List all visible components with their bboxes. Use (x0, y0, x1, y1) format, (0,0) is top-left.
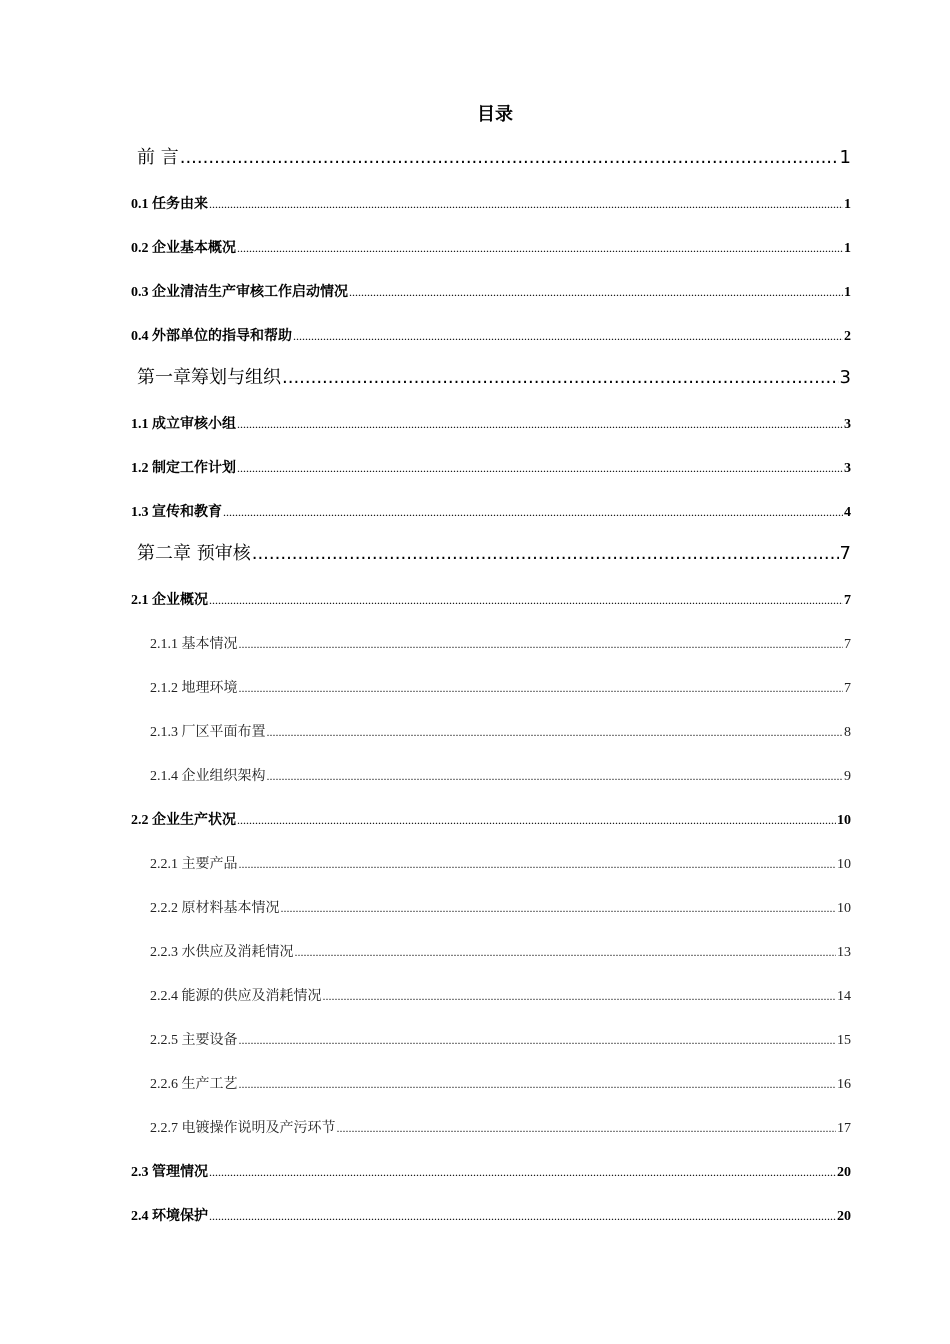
toc-entry-label: 2.2.3 水供应及消耗情况 (150, 945, 294, 960)
toc-entry-label: 2.2 企业生产状况 (131, 813, 236, 828)
toc-leader-dots (239, 633, 844, 655)
toc-entry-label: 2.1.3 厂区平面布置 (150, 725, 266, 740)
toc-entry-page-number: 7 (844, 637, 851, 652)
toc-title: 目录 (477, 104, 513, 125)
toc-leader-dots (293, 325, 843, 347)
toc-entry-page-number: 1 (844, 241, 851, 256)
toc-entry-section[interactable] (131, 325, 851, 347)
toc-entry-page-number: 2 (844, 329, 851, 344)
toc-entry-label: 0.1 任务由来 (131, 197, 208, 212)
toc-entry-label: 2.2.5 主要设备 (150, 1033, 238, 1048)
toc-entry-page-number: 1 (844, 197, 851, 212)
toc-entry-page-number: 3 (844, 417, 851, 432)
toc-leader-dots (209, 193, 843, 215)
toc-entry-page-number: 8 (844, 725, 851, 740)
toc-entry-page-number: 20 (837, 1209, 851, 1224)
toc-entry-page-number: 9 (844, 769, 851, 784)
toc-entry-sub[interactable] (150, 853, 851, 875)
toc-entry-label: 2.2.6 生产工艺 (150, 1077, 238, 1092)
toc-entry-section[interactable] (131, 589, 851, 611)
toc-leader-dots (239, 853, 837, 875)
toc-entry-sub[interactable] (150, 897, 851, 919)
toc-entry-sub[interactable] (150, 1029, 851, 1051)
toc-entry-sub[interactable] (150, 765, 851, 787)
toc-leader-dots (239, 1073, 837, 1095)
toc-entry-label: 0.2 企业基本概况 (131, 241, 236, 256)
toc-entry-page-number: 13 (837, 945, 851, 960)
toc-entry-page-number: 10 (837, 857, 851, 872)
toc-entry-label: 2.2.4 能源的供应及消耗情况 (150, 989, 322, 1004)
toc-leader-dots (223, 501, 843, 523)
toc-entry-section[interactable] (131, 457, 851, 479)
toc-entry-page-number: 10 (837, 813, 851, 828)
toc-leader-dots (267, 721, 844, 743)
toc-leader-dots (209, 1205, 836, 1227)
toc-leader-dots (237, 809, 836, 831)
toc-entry-sub[interactable] (150, 677, 851, 699)
toc-leader-dots (267, 765, 844, 787)
toc-leader-dots (237, 457, 843, 479)
toc-entry-label: 1.1 成立审核小组 (131, 417, 236, 432)
toc-entry-page-number: 7 (844, 593, 851, 608)
toc-entry-label: 2.1 企业概况 (131, 593, 208, 608)
toc-leader-dots (295, 941, 837, 963)
toc-entry-section[interactable] (131, 413, 851, 435)
toc-entry-label: 0.3 企业清洁生产审核工作启动情况 (131, 285, 348, 300)
toc-entry-section[interactable] (131, 1161, 851, 1183)
toc-entry-sub[interactable] (150, 1073, 851, 1095)
toc-leader-dots (237, 237, 843, 259)
toc-leader-dots (281, 897, 837, 919)
toc-entry-label: 前 言 (137, 147, 179, 168)
toc-entry-page-number: 3 (844, 461, 851, 476)
toc-leader-dots (237, 413, 843, 435)
toc-entry-chapter[interactable] (137, 143, 851, 173)
toc-entry-section[interactable] (131, 501, 851, 523)
toc-entry-page-number: 1 (839, 147, 851, 168)
toc-entry-sub[interactable] (150, 941, 851, 963)
toc-leader-dots (239, 677, 844, 699)
toc-entry-page-number: 10 (837, 901, 851, 916)
toc-leader-dots (209, 589, 843, 611)
toc-entry-label: 1.2 制定工作计划 (131, 461, 236, 476)
toc-leader-dots (252, 539, 839, 569)
toc-entry-section[interactable] (131, 237, 851, 259)
toc-entry-chapter[interactable] (137, 539, 851, 569)
toc-entry-label: 第一章筹划与组织 (137, 367, 281, 388)
toc-entry-label: 2.2.1 主要产品 (150, 857, 238, 872)
toc-entry-page-number: 14 (837, 989, 851, 1004)
toc-entry-label: 2.2.7 电镀操作说明及产污环节 (150, 1121, 336, 1136)
toc-entry-chapter[interactable] (137, 363, 851, 393)
toc-entry-page-number: 16 (837, 1077, 851, 1092)
toc-entry-sub[interactable] (150, 721, 851, 743)
toc-entry-page-number: 7 (844, 681, 851, 696)
toc-entry-section[interactable] (131, 1205, 851, 1227)
toc-entry-page-number: 3 (839, 367, 851, 388)
toc-entry-label: 2.1.1 基本情况 (150, 637, 238, 652)
toc-entry-page-number: 7 (839, 543, 851, 564)
toc-entry-section[interactable] (131, 193, 851, 215)
toc-entry-sub[interactable] (150, 633, 851, 655)
toc-entry-label: 第二章 预审核 (137, 543, 251, 564)
toc-entry-label: 2.1.4 企业组织架构 (150, 769, 266, 784)
toc-leader-dots (180, 143, 839, 173)
toc-entry-label: 2.1.2 地理环境 (150, 681, 238, 696)
toc-entry-label: 2.3 管理情况 (131, 1165, 208, 1180)
toc-leader-dots (337, 1117, 837, 1139)
toc-entry-sub[interactable] (150, 1117, 851, 1139)
toc-leader-dots (282, 363, 839, 393)
toc-entry-page-number: 4 (844, 505, 851, 520)
toc-leader-dots (323, 985, 837, 1007)
toc-entry-page-number: 17 (837, 1121, 851, 1136)
toc-entry-section[interactable] (131, 809, 851, 831)
toc-entry-label: 1.3 宣传和教育 (131, 505, 222, 520)
toc-entry-label: 2.2.2 原材料基本情况 (150, 901, 280, 916)
toc-leader-dots (239, 1029, 837, 1051)
toc-entry-label: 0.4 外部单位的指导和帮助 (131, 329, 292, 344)
toc-entry-page-number: 15 (837, 1033, 851, 1048)
toc-entry-section[interactable] (131, 281, 851, 303)
toc-leader-dots (209, 1161, 836, 1183)
toc-entry-page-number: 1 (844, 285, 851, 300)
toc-entry-page-number: 20 (837, 1165, 851, 1180)
toc-leader-dots (349, 281, 843, 303)
toc-entry-label: 2.4 环境保护 (131, 1209, 208, 1224)
toc-entry-sub[interactable] (150, 985, 851, 1007)
